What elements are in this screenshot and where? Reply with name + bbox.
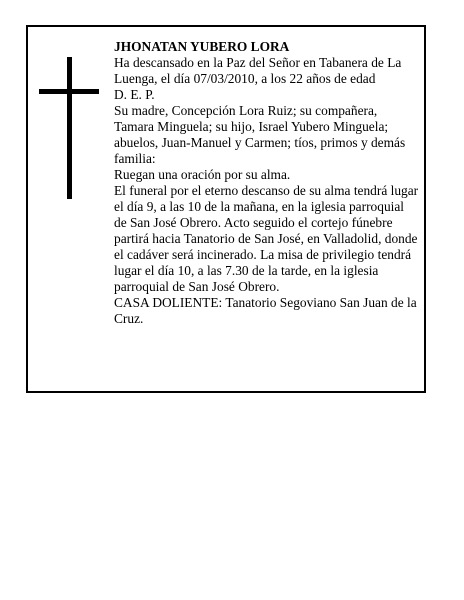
cross-vertical-bar (67, 57, 72, 199)
mourning-house: CASA DOLIENTE: Tanatorio Segoviano San Juan de la Cruz. (114, 295, 417, 326)
prayer-request: Ruegan una oración por su alma. (114, 167, 291, 182)
cross-horizontal-bar (39, 89, 99, 94)
notice-text (114, 39, 419, 327)
funeral-details: El funeral por el eterno descanso de su alma tendrá lugar el día 9, a las 10 de la mañana, en la iglesia parroquial de San José Obrero. Acto seguido el cortejo fúnebre partirá hacia Tanatorio de San José, en Valladolid, donde el cadáver será incinerado. La misa de privilegio tendrá lugar el día 10, a las 7.30 de la tarde, en la iglesia parroquial de San José Obrero. (114, 183, 419, 294)
rest-in-peace: D. E. P. (114, 87, 155, 102)
obituary-notice (26, 25, 426, 393)
latin-cross-icon (39, 57, 99, 199)
deceased-name: JHONATAN YUBERO LORA (114, 39, 290, 54)
family-members: Su madre, Concepción Lora Ruiz; su compañera, Tamara Minguela; su hijo, Israel Yubero Minguela; abuelos, Juan-Manuel y Carmen; tíos, primos y demás familia: (114, 103, 406, 166)
death-announcement: Ha descansado en la Paz del Señor en Tabanera de La Luenga, el día 07/03/2010, a los 22 años de edad (114, 55, 402, 86)
